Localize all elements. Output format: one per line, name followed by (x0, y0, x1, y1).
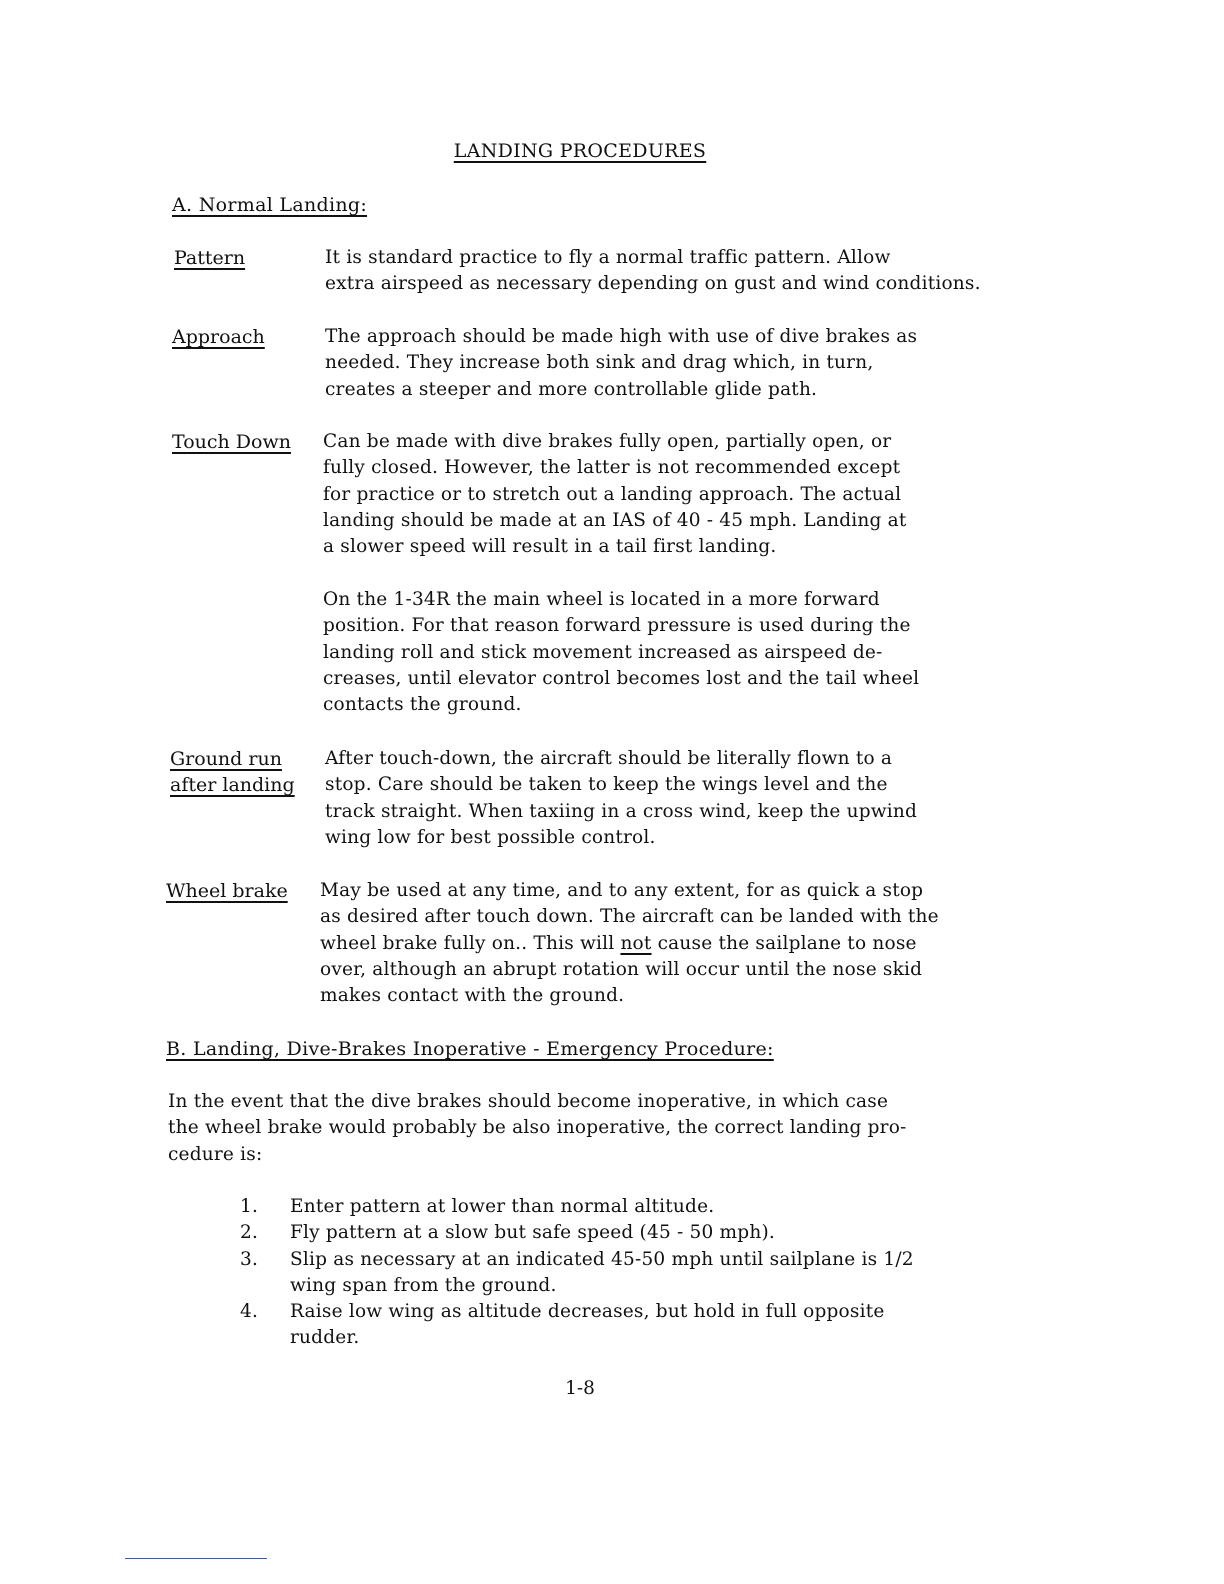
page-number: 1-8 (565, 1378, 595, 1399)
text-line: May be used at any time, and to any extent, for as quick a stop (320, 880, 924, 901)
list-item: 2. Fly pattern at a slow but safe speed (45 - 50 mph). (240, 1222, 775, 1244)
section-b-intro: In the event that the dive brakes should become inoperative, in which case the wheel brake would probably be also inoperative, the correct landing pro- cedure is: (168, 1091, 907, 1165)
item-label: Touch Down (172, 431, 291, 453)
item-text: After touch-down, the aircraft should be literally flown to a stop. Care should be taken to keep the wings level and the track straight. When taxiing in a cross wind, keep the upwind wing low for best possible control. (325, 748, 918, 848)
item-label: Ground run after landing (170, 748, 295, 796)
section-b-heading: B. Landing, Dive-Brakes Inoperative - Emergency Procedure: (166, 1038, 774, 1060)
list-item: 3. Slip as necessary at an indicated 45-50 mph until sailplane is 1/2 wing span from the ground. (240, 1248, 914, 1296)
emphasis-not: not (620, 932, 652, 954)
item-text: On the 1-34R the main wheel is located in a more forward position. For that reason forward pressure is used during the landing roll and stick movement increased as airspeed de- creases, until elevator control becomes lost and the tail wheel contacts the ground. (323, 589, 920, 716)
item-text: It is standard practice to fly a normal traffic pattern. Allow extra airspeed as necessary depending on gust and wind conditions. (325, 247, 981, 295)
item-label: Pattern (174, 247, 246, 269)
text-line: wheel brake fully on.. This will not cause the sailplane to nose (320, 932, 917, 954)
section-a-heading: A. Normal Landing: (172, 194, 368, 216)
item-label: Wheel brake (166, 880, 288, 902)
item-text: Can be made with dive brakes fully open, partially open, or fully closed. However, the latter is not recommended except for practice or to stretch out a landing approach. The actual landing should be made at an IAS of 40 - 45 mph. Landing at a slower speed will result in a tail first landing. (323, 431, 907, 558)
list-item: 1. Enter pattern at lower than normal altitude. (240, 1196, 715, 1217)
page-title: LANDING PROCEDURES (453, 140, 707, 162)
item-label: Approach (172, 326, 265, 348)
footer-rule (125, 1558, 267, 1559)
text-line: over, although an abrupt rotation will occur until the nose skid (320, 958, 923, 980)
procedure-steps (240, 1194, 1000, 1352)
item-text (320, 878, 1060, 1009)
list-item: 4. Raise low wing as altitude decreases, but hold in full opposite rudder. (240, 1301, 885, 1349)
text-line: makes contact with the ground. (320, 985, 625, 1007)
item-text: The approach should be made high with use of dive brakes as needed. They increase both sink and drag which, in turn, creates a steeper and more controllable glide path. (325, 326, 918, 400)
text-line: as desired after touch down. The aircraft can be landed with the (320, 906, 939, 928)
